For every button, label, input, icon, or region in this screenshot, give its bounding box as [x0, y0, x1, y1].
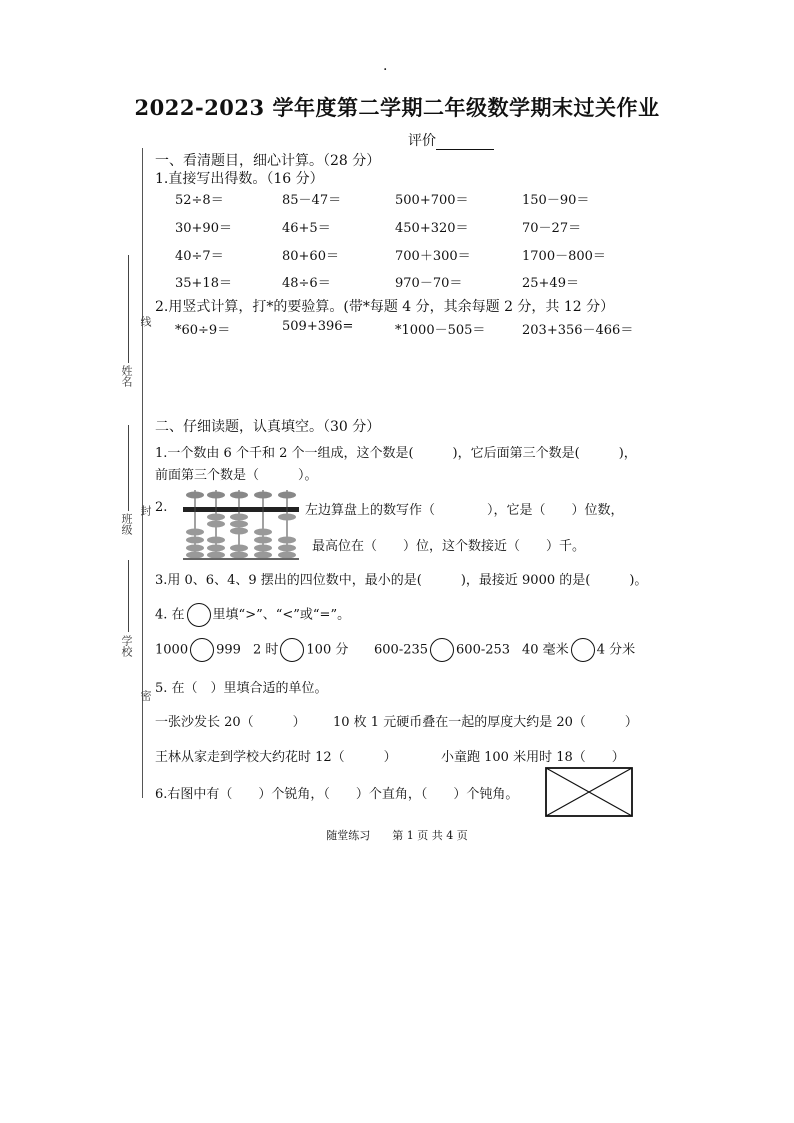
compare-left: 600-235: [374, 642, 429, 658]
fill-q4-post: 里填“>”、“<”或“=”。: [212, 607, 351, 623]
compare-right: 100 分: [306, 642, 349, 658]
calc-item: 48÷6＝: [282, 276, 331, 291]
fill-q5-b: 10 枚 1 元硬币叠在一起的厚度大约是 20（ ）: [333, 715, 638, 730]
side-label-class: 班级: [120, 513, 133, 535]
rating-field: [408, 130, 494, 150]
calc-item: 85－47＝: [282, 193, 342, 208]
calc-item: 700＋300＝: [395, 249, 471, 264]
fill-q2-line2: 最高位在（ ）位，这个数接近（ ）千。: [312, 539, 586, 554]
compare-right: 600-253: [456, 642, 511, 658]
compare-item: [155, 638, 241, 662]
calc-item: 46+5＝: [282, 221, 331, 236]
fill-q1-line2: 前面第三个数是（ ）。: [155, 468, 318, 483]
compare-circle: [571, 638, 595, 662]
fill-q5-heading: 5. 在（ ）里填合适的单位。: [155, 681, 328, 696]
school-line: [128, 560, 129, 632]
calc-item: 970－70＝: [395, 276, 463, 291]
vertical-calc-item: 509+396=: [282, 319, 354, 334]
compare-item: [374, 638, 510, 662]
compare-circle: [430, 638, 454, 662]
compare-circle: [187, 603, 211, 627]
name-line: [128, 255, 129, 363]
fill-q2-number: 2.: [155, 500, 168, 515]
vertical-calc-item: *60÷9＝: [175, 323, 231, 338]
fill-q6: 6.右图中有（ ）个锐角，（ ）个直角，（ ）个钝角。: [155, 787, 519, 802]
q2-heading: 2.用竖式计算，打*的要验算。(带*每题 4 分，其余每题 2 分，共 12 分）: [155, 299, 615, 315]
top-dot: ·: [383, 62, 388, 78]
compare-left: 1000: [155, 642, 189, 658]
compare-right: 4 分米: [596, 642, 636, 658]
fill-q1-line1: 1.一个数由 6 个千和 2 个一组成，这个数是( )，它后面第三个数是( )，: [155, 446, 637, 461]
calc-item: 80+60＝: [282, 249, 339, 264]
side-label-mi: 密: [139, 690, 152, 701]
side-label-school: 学校: [120, 635, 133, 657]
rating-label: 评价: [408, 133, 436, 149]
rectangle-diagonals-figure: [545, 767, 633, 817]
q1-heading: 1.直接写出得数。（16 分）: [155, 171, 324, 187]
calc-item: 30+90＝: [175, 221, 232, 236]
calc-item: 450+320＝: [395, 221, 469, 236]
class-line: [128, 425, 129, 511]
fill-q5-d: 小童跑 100 米用时 18（ ）: [441, 750, 625, 765]
compare-left: 2 时: [253, 642, 279, 658]
calc-item: 25+49＝: [522, 276, 579, 291]
fill-q3: 3.用 0、6、4、9 摆出的四位数中，最小的是( )，最接近 9000 的是( )。: [155, 573, 648, 588]
abacus-image: [183, 490, 299, 560]
compare-item: [253, 638, 348, 662]
side-label-feng: 封: [139, 505, 152, 516]
vertical-calc-item: 203+356－466＝: [522, 323, 634, 338]
calc-item: 150－90＝: [522, 193, 590, 208]
page-title: 2022-2023 学年度第二学期二年级数学期末过关作业: [134, 95, 660, 120]
section1-heading: 一、看清题目，细心计算。（28 分）: [155, 153, 381, 169]
calc-item: 40÷7＝: [175, 249, 224, 264]
calc-item: 70－27＝: [522, 221, 582, 236]
compare-item: [522, 638, 635, 662]
compare-circle: [190, 638, 214, 662]
fill-q4-heading: [155, 603, 350, 627]
fill-q5-c: 王林从家走到学校大约花时 12（ ）: [155, 750, 397, 765]
calc-item: 52÷8＝: [175, 193, 224, 208]
compare-left: 40 毫米: [522, 642, 569, 658]
page-footer: 随堂练习 第 1 页 共 4 页: [326, 829, 468, 842]
calc-item: 35+18＝: [175, 276, 232, 291]
fill-q4-pre: 4. 在: [155, 607, 185, 623]
fill-q2-line1: 左边算盘上的数写作（ ），它是（ ）位数，: [305, 503, 624, 518]
calc-item: 1700－800＝: [522, 249, 606, 264]
section2-heading: 二、仔细读题，认真填空。（30 分）: [155, 419, 381, 435]
compare-right: 999: [216, 642, 241, 658]
fill-q5-a: 一张沙发长 20（ ）: [155, 715, 306, 730]
side-label-name: 姓名: [120, 365, 133, 387]
rating-blank: [436, 135, 494, 150]
vertical-calc-item: *1000－505＝: [395, 323, 486, 338]
side-label-xian: 线: [139, 316, 152, 327]
compare-circle: [280, 638, 304, 662]
calc-item: 500+700＝: [395, 193, 469, 208]
